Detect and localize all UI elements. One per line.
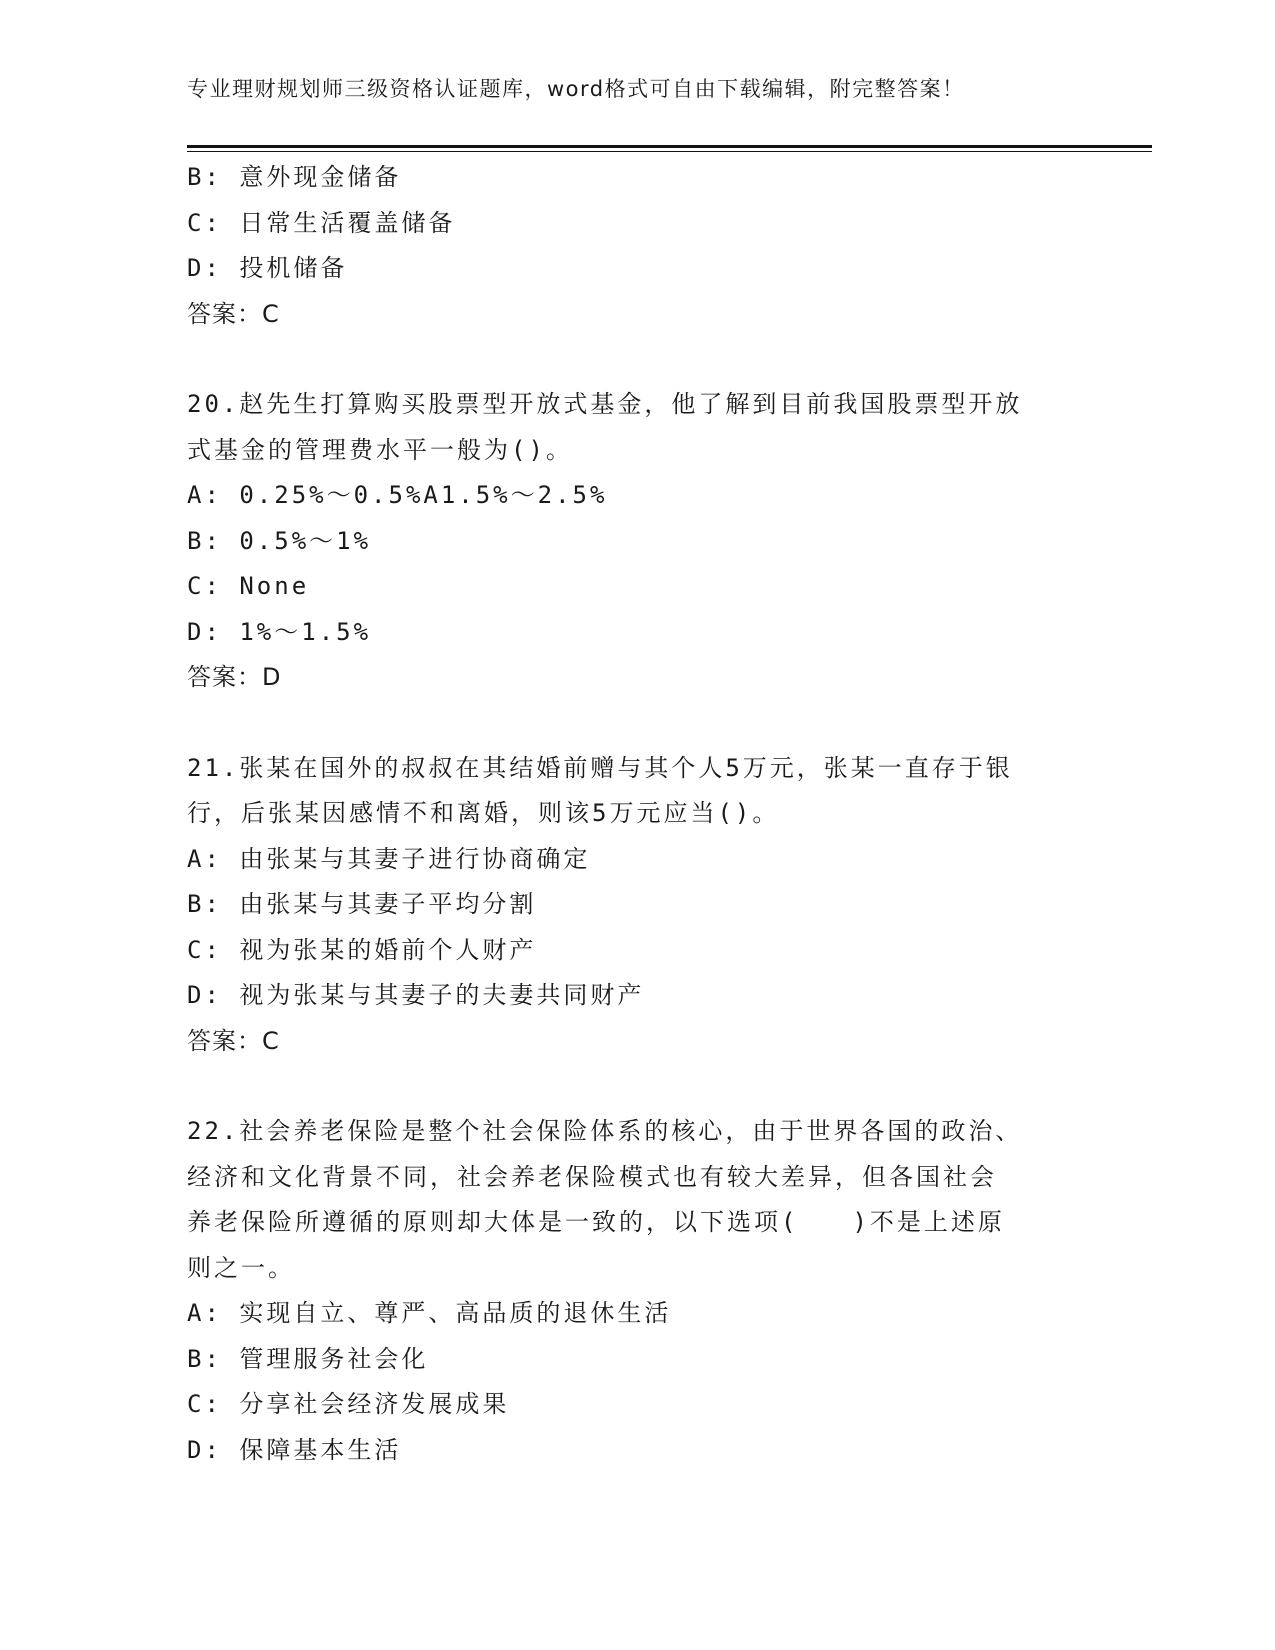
question-stem-line: 21.张某在国外的叔叔在其结婚前赠与其个人5万元，张某一直存于银	[187, 753, 1013, 782]
question-stem-line: 20.赵先生打算购买股票型开放式基金，他了解到目前我国股票型开放	[187, 390, 1023, 418]
option-d: D: 投机储备	[187, 254, 348, 282]
option-d: D: 视为张某与其妻子的夫妻共同财产	[187, 981, 645, 1009]
answer-label: 答案：C	[187, 299, 280, 328]
option-c: C: 视为张某的婚前个人财产	[187, 935, 537, 964]
option-b: B: 意外现金储备	[187, 163, 402, 191]
question-stem-line: 经济和文化背景不同，社会养老保险模式也有较大差异，但各国社会	[187, 1162, 997, 1191]
option-b: B: 管理服务社会化	[187, 1344, 429, 1373]
question-stem-line: 22.社会养老保险是整个社会保险体系的核心，由于世界各国的政治、	[187, 1117, 1023, 1145]
option-d: D: 1%～1.5%	[187, 617, 372, 646]
question-stem-line: 养老保险所遵循的原则却大体是一致的，以下选项( )不是上述原	[187, 1208, 1005, 1236]
question-19	[187, 155, 1077, 337]
answer-label: 答案：C	[187, 1026, 280, 1055]
option-b: B: 由张某与其妻子平均分割	[187, 890, 537, 918]
page-header: 专业理财规划师三级资格认证题库，word格式可自由下载编辑，附完整答案！	[187, 77, 965, 101]
option-d: D: 保障基本生活	[187, 1435, 402, 1464]
question-stem-line: 行，后张某因感情不和离婚，则该5万元应当()。	[187, 799, 780, 827]
option-c: C: 日常生活覆盖储备	[187, 208, 456, 237]
question-20	[187, 382, 1077, 701]
document-body	[187, 155, 1077, 1473]
option-c: C: None	[187, 572, 310, 600]
question-21	[187, 746, 1077, 1065]
header-divider	[187, 145, 1152, 152]
question-22	[187, 1109, 1077, 1473]
option-c: C: 分享社会经济发展成果	[187, 1390, 510, 1418]
option-a: A: 0.25%～0.5%A1.5%～2.5%	[187, 481, 608, 509]
option-a: A: 实现自立、尊严、高品质的退休生活	[187, 1299, 672, 1327]
question-stem-line: 则之一。	[187, 1253, 295, 1282]
question-stem-line: 式基金的管理费水平一般为()。	[187, 435, 573, 464]
answer-label: 答案：D	[187, 663, 282, 691]
option-a: A: 由张某与其妻子进行协商确定	[187, 844, 591, 873]
option-b: B: 0.5%～1%	[187, 526, 372, 555]
